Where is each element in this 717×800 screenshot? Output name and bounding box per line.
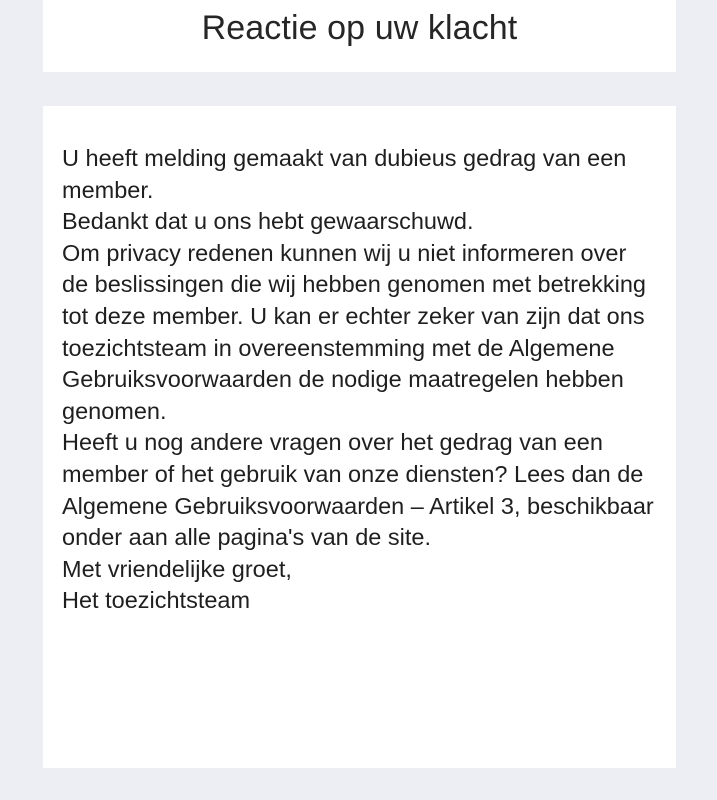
message-signature: Het toezichtsteam	[62, 587, 251, 614]
message-paragraph-questions: Heeft u nog andere vragen over het gedrag van een member of het gebruik van onze diensten? Lees dan de Algemene Gebruiksvoorwaarden – Artikel 3, beschikbaar onder aan alle pagina's van de site.	[62, 429, 654, 551]
page-title: Reactie op uw klacht	[201, 8, 518, 47]
message-card	[43, 106, 676, 768]
message-paragraph-privacy: Om privacy redenen kunnen wij u niet informeren over de beslissingen die wij hebben genomen met betrekking tot deze member. U kan er echter zeker van zijn dat ons toezichtsteam in overeenstemming met de Algemene Gebruiksvoorwaarden de nodige maatregelen hebben genomen.	[62, 239, 646, 424]
message-paragraph-complaint: U heeft melding gemaakt van dubieus gedrag van een member.	[62, 145, 627, 203]
message-closing: Met vriendelijke groet,	[62, 555, 292, 582]
title-card	[43, 0, 676, 72]
message-paragraph-thanks: Bedankt dat u ons hebt gewaarschuwd.	[62, 208, 474, 235]
